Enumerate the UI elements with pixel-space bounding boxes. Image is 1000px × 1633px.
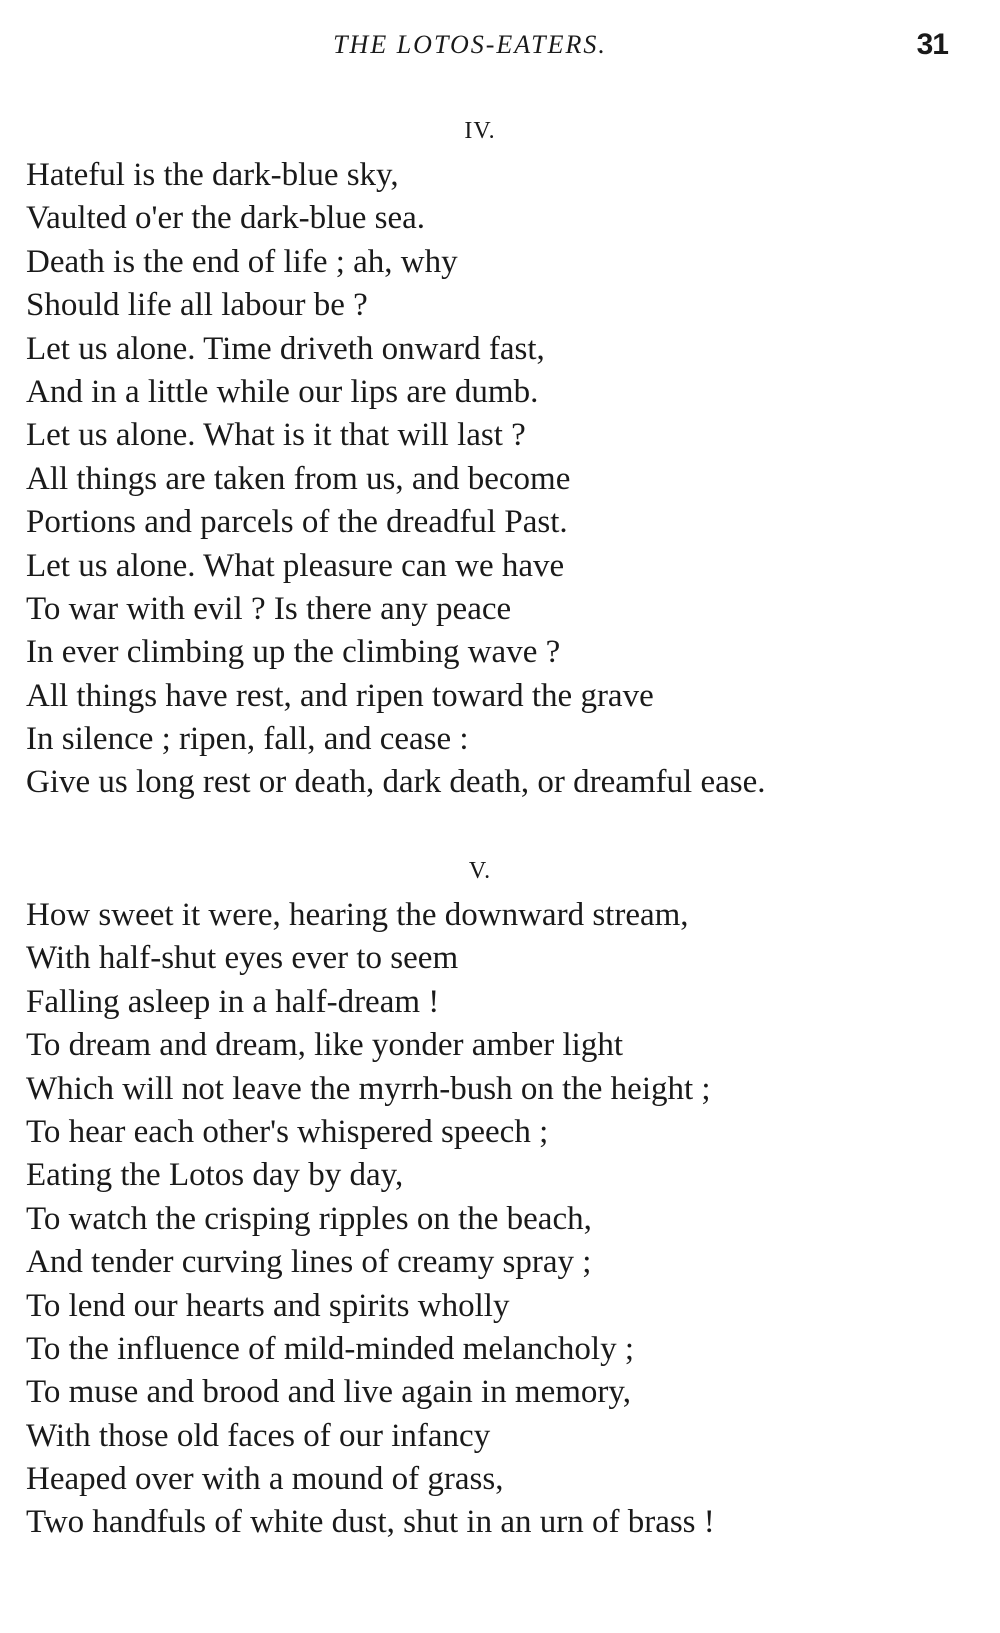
verse-line: To hear each other's whispered speech ; <box>26 1113 549 1150</box>
stanza-iv <box>26 154 766 805</box>
page-number: 31 <box>916 28 948 61</box>
verse-line: Let us alone. What pleasure can we have <box>26 547 565 584</box>
running-title: THE LOTOS-EATERS. <box>333 30 607 59</box>
verse-line: And tender curving lines of creamy spray ; <box>26 1244 592 1281</box>
verse-line: Two handfuls of white dust, shut in an urn of brass ! <box>26 1504 715 1541</box>
stanza-v <box>26 894 715 1545</box>
verse-line: To war with evil ? Is there any peace <box>26 590 512 627</box>
stanza-number-v: V. <box>468 858 492 884</box>
verse-line: To watch the crisping ripples on the beach, <box>26 1200 592 1237</box>
running-head <box>0 26 1000 66</box>
verse-line: And in a little while our lips are dumb. <box>26 373 539 410</box>
verse-line: Should life all labour be ? <box>26 287 368 324</box>
verse-line: To the influence of mild-minded melancholy ; <box>26 1330 635 1367</box>
verse-line: Heaped over with a mound of grass, <box>26 1461 504 1498</box>
verse-line: Eating the Lotos day by day, <box>26 1157 404 1194</box>
verse-line: To lend our hearts and spirits wholly <box>26 1287 510 1324</box>
verse-line: All things are taken from us, and become <box>26 460 571 497</box>
verse-line: Portions and parcels of the dreadful Past. <box>26 504 568 541</box>
verse-line: Vaulted o'er the dark-blue sea. <box>26 200 426 237</box>
verse-line: Which will not leave the myrrh-bush on the height ; <box>26 1070 711 1107</box>
verse-line: In silence ; ripen, fall, and cease : <box>26 721 469 758</box>
verse-line: Hateful is the dark-blue sky, <box>26 157 399 193</box>
verse-line: Falling asleep in a half-dream ! <box>26 983 440 1020</box>
verse-line: Give us long rest or death, dark death, or dreamful ease. <box>26 764 766 801</box>
verse-line: With half-shut eyes ever to seem <box>26 940 459 977</box>
verse-line: Death is the end of life ; ah, why <box>26 243 458 280</box>
verse-line: To muse and brood and live again in memory, <box>26 1374 631 1411</box>
verse-line: Let us alone. What is it that will last ? <box>26 417 526 454</box>
verse-line: With those old faces of our infancy <box>26 1417 491 1454</box>
verse-line: How sweet it were, hearing the downward stream, <box>26 897 689 933</box>
stanza-number-iv: IV. <box>464 118 496 144</box>
verse-line: All things have rest, and ripen toward the grave <box>26 677 654 714</box>
verse-line: To dream and dream, like yonder amber light <box>26 1027 623 1064</box>
verse-line: In ever climbing up the climbing wave ? <box>26 634 561 671</box>
verse-line: Let us alone. Time driveth onward fast, <box>26 330 545 367</box>
